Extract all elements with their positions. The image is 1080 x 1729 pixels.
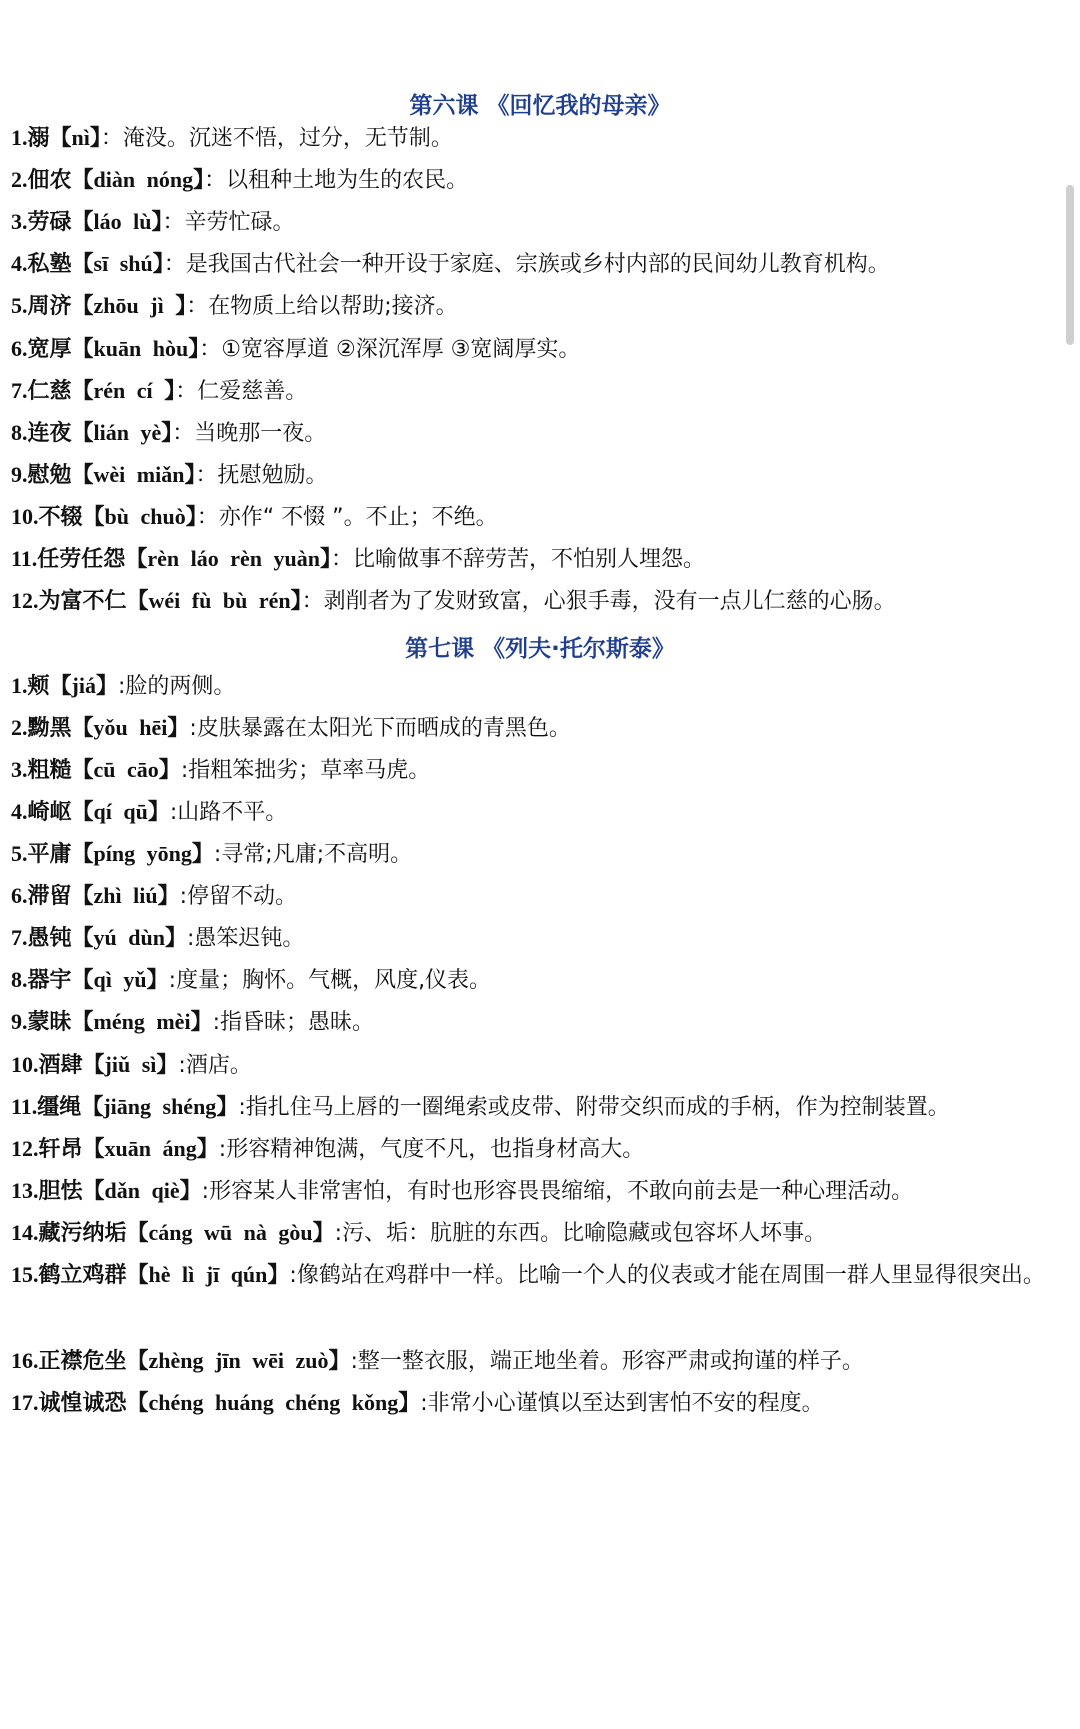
list-item bbox=[11, 1084, 1073, 1132]
entry-definition: ①宽容厚道 ②深沉浑厚 ③宽阔厚实。 bbox=[221, 337, 581, 362]
entry-word: 不辍 bbox=[38, 505, 83, 530]
entry-pinyin: qí qū bbox=[93, 799, 148, 824]
bracket-open: 【 bbox=[82, 505, 105, 530]
bracket-close: 】 bbox=[147, 800, 170, 825]
entry-separator: : bbox=[213, 842, 222, 867]
entry-word: 愚钝 bbox=[27, 926, 72, 951]
entry-number: 2. bbox=[11, 167, 28, 192]
list-item bbox=[11, 705, 1073, 753]
bracket-close: 】 bbox=[89, 126, 101, 151]
bracket-close: 】 bbox=[157, 884, 180, 909]
entry-definition: 指粗笨拙劣；草率马虎。 bbox=[188, 758, 431, 783]
entry-definition: 停留不动。 bbox=[187, 884, 298, 909]
entry-definition: 指扎住马上唇的一圈绳索或皮带、附带交织而成的手柄，作为控制装置。 bbox=[245, 1095, 950, 1120]
bracket-open: 【 bbox=[71, 252, 94, 277]
entry-definition: 愚笨迟钝。 bbox=[194, 926, 305, 951]
entry-separator: ： bbox=[196, 505, 219, 530]
list-item bbox=[11, 326, 1073, 374]
entry-separator: : bbox=[289, 1263, 297, 1288]
entry-separator: : bbox=[334, 1221, 343, 1246]
list-item bbox=[11, 115, 1073, 163]
list-item bbox=[11, 283, 1073, 331]
bracket-open: 【 bbox=[71, 294, 94, 319]
bracket-close: 】 bbox=[164, 926, 187, 951]
list-item bbox=[11, 1042, 1073, 1090]
bracket-close: 】 bbox=[193, 168, 205, 193]
entry-definition: 比喻做事不辞劳苦，不怕别人埋怨。 bbox=[352, 547, 705, 572]
entry-separator: ： bbox=[172, 421, 195, 446]
list-item bbox=[11, 368, 1073, 416]
list-item bbox=[11, 157, 1073, 205]
entry-word: 平庸 bbox=[27, 842, 72, 867]
entry-number: 9. bbox=[11, 462, 28, 487]
entry-definition: 非常小心谨慎以至达到害怕不安的程度。 bbox=[427, 1391, 824, 1416]
entry-separator: ： bbox=[195, 463, 218, 488]
list-item bbox=[11, 873, 1073, 921]
entry-word: 器宇 bbox=[27, 968, 72, 993]
entry-word: 颊 bbox=[27, 674, 50, 699]
entry-separator: ： bbox=[204, 168, 227, 193]
bracket-open: 【 bbox=[126, 1263, 149, 1288]
entry-number: 12. bbox=[11, 588, 39, 613]
bracket-close: 】 bbox=[216, 1095, 239, 1120]
entry-definition: 寻常;凡庸;不高明。 bbox=[221, 842, 413, 867]
bracket-close: 】 bbox=[188, 337, 200, 362]
bracket-close: 】 bbox=[196, 1137, 219, 1162]
list-item bbox=[11, 999, 1073, 1047]
entry-pinyin: yǒu hēi bbox=[93, 715, 168, 740]
entry-definition: 酒店。 bbox=[185, 1053, 252, 1078]
bracket-close: 】 bbox=[398, 1391, 421, 1416]
entry-separator: ： bbox=[163, 252, 186, 277]
entry-definition: 是我国古代社会一种开设于家庭、宗族或乡村内部的民间幼儿教育机构。 bbox=[185, 252, 890, 277]
entry-definition: 指昏昧；愚昧。 bbox=[220, 1010, 375, 1035]
entry-word: 溺 bbox=[27, 126, 50, 151]
entry-separator: : bbox=[118, 674, 126, 699]
bracket-open: 【 bbox=[125, 547, 148, 572]
entry-number: 6. bbox=[11, 883, 28, 908]
list-item bbox=[11, 1126, 1073, 1174]
entry-definition: 辛劳忙碌。 bbox=[184, 210, 295, 235]
entry-separator: : bbox=[218, 1137, 227, 1162]
bracket-close: 】 bbox=[167, 716, 190, 741]
bracket-close: 】 bbox=[190, 1010, 213, 1035]
bracket-open: 【 bbox=[71, 800, 94, 825]
bracket-open: 【 bbox=[49, 126, 72, 151]
entry-definition: 剥削者为了发财致富，心狠手毒，没有一点儿仁慈的心肠。 bbox=[323, 589, 896, 614]
list-item bbox=[11, 410, 1073, 458]
entry-word: 为富不仁 bbox=[38, 589, 127, 614]
bracket-close: 】 bbox=[184, 463, 196, 488]
entry-definition: 仁爱慈善。 bbox=[197, 379, 308, 404]
entry-pinyin: láo lù bbox=[93, 209, 152, 234]
entry-pinyin: cáng wū nà gòu bbox=[148, 1220, 313, 1245]
entry-separator: : bbox=[180, 758, 189, 783]
entry-number: 3. bbox=[11, 209, 28, 234]
bracket-close: 】 bbox=[156, 1053, 179, 1078]
entry-definition: 皮肤暴露在太阳光下而晒成的青黑色。 bbox=[196, 716, 571, 741]
list-item bbox=[11, 241, 1073, 289]
bracket-open: 【 bbox=[71, 968, 94, 993]
entry-definition: 亦作“ 不惙 ”。不止；不绝。 bbox=[218, 505, 498, 530]
entry-word: 胆怯 bbox=[38, 1179, 83, 1204]
entry-separator: : bbox=[169, 800, 178, 825]
list-item bbox=[11, 663, 1073, 711]
entry-definition: 整一整衣服，端正地坐着。形容严肃或拘谨的样子。 bbox=[357, 1349, 864, 1374]
entry-pinyin: dǎn qiè bbox=[104, 1178, 180, 1203]
entry-separator: : bbox=[350, 1349, 358, 1374]
entry-definition: 山路不平。 bbox=[177, 800, 288, 825]
entry-number: 7. bbox=[11, 378, 28, 403]
entry-word: 崎岖 bbox=[27, 800, 72, 825]
entry-separator: : bbox=[420, 1391, 428, 1416]
entry-number: 1. bbox=[11, 673, 28, 698]
entry-word: 滞留 bbox=[27, 884, 72, 909]
bracket-open: 【 bbox=[82, 1053, 105, 1078]
entry-word: 蒙昧 bbox=[27, 1010, 72, 1035]
entry-pinyin: jiāng shéng bbox=[103, 1094, 217, 1119]
entry-pinyin: wèi miǎn bbox=[93, 462, 185, 487]
bracket-open: 【 bbox=[71, 842, 94, 867]
list-item bbox=[11, 578, 1073, 626]
bracket-open: 【 bbox=[126, 1349, 149, 1374]
bracket-close: 】 bbox=[328, 1349, 351, 1374]
list-item bbox=[11, 831, 1073, 879]
entry-pinyin: rén cí bbox=[93, 378, 165, 403]
entry-separator: ： bbox=[100, 126, 123, 151]
bracket-open: 【 bbox=[71, 758, 94, 783]
list-item bbox=[11, 452, 1073, 500]
entry-separator: : bbox=[187, 926, 195, 951]
entry-number: 2. bbox=[11, 715, 28, 740]
entry-pinyin: zhì liú bbox=[93, 883, 158, 908]
list-item bbox=[11, 199, 1073, 247]
entry-word: 劳碌 bbox=[27, 210, 72, 235]
entry-pinyin: chéng huáng chéng kǒng bbox=[148, 1390, 399, 1415]
entry-pinyin: zhōu jì bbox=[93, 293, 176, 318]
bracket-open: 【 bbox=[71, 926, 94, 951]
bracket-close: 】 bbox=[151, 210, 163, 235]
entry-pinyin: rèn láo rèn yuàn bbox=[147, 546, 320, 571]
entry-word: 藏污纳垢 bbox=[38, 1221, 127, 1246]
entry-pinyin: sī shú bbox=[93, 251, 153, 276]
entry-separator: : bbox=[179, 884, 188, 909]
bracket-close: 】 bbox=[179, 1179, 202, 1204]
entry-number: 9. bbox=[11, 1009, 28, 1034]
bracket-open: 【 bbox=[126, 1391, 149, 1416]
bracket-close: 】 bbox=[158, 758, 181, 783]
entry-pinyin: diàn nóng bbox=[93, 167, 194, 192]
entry-number: 4. bbox=[11, 799, 28, 824]
bracket-open: 【 bbox=[82, 1137, 105, 1162]
bracket-open: 【 bbox=[71, 1010, 94, 1035]
section-title-lesson-6: 第六课 《回忆我的母亲》 bbox=[409, 93, 671, 119]
entry-pinyin: xuān áng bbox=[104, 1136, 197, 1161]
entry-separator: ： bbox=[330, 547, 353, 572]
entry-number: 8. bbox=[11, 967, 28, 992]
bracket-close: 】 bbox=[185, 505, 197, 530]
entry-definition: 形容精神饱满，气度不凡，也指身材高大。 bbox=[226, 1137, 645, 1162]
entry-separator: : bbox=[168, 968, 177, 993]
entry-word: 酒肆 bbox=[38, 1053, 83, 1078]
entry-number: 4. bbox=[11, 251, 28, 276]
list-item bbox=[11, 747, 1073, 795]
entry-word: 私塾 bbox=[27, 252, 72, 277]
entry-word: 仁慈 bbox=[27, 379, 72, 404]
bracket-open: 【 bbox=[71, 168, 94, 193]
bracket-open: 【 bbox=[71, 421, 94, 446]
entry-pinyin: méng mèi bbox=[93, 1009, 191, 1034]
list-item bbox=[11, 1380, 1073, 1428]
entry-definition: 当晚那一夜。 bbox=[194, 421, 327, 446]
entry-number: 12. bbox=[11, 1136, 39, 1161]
entry-separator: ： bbox=[162, 210, 185, 235]
bracket-open: 【 bbox=[71, 337, 94, 362]
entry-pinyin: wéi fù bù rén bbox=[148, 588, 291, 613]
entry-pinyin: lián yè bbox=[93, 420, 162, 445]
bracket-close: 】 bbox=[146, 968, 169, 993]
list-item bbox=[11, 494, 1073, 542]
entry-definition: 形容某人非常害怕，有时也形容畏畏缩缩，不敢向前去是一种心理活动。 bbox=[209, 1179, 914, 1204]
list-item bbox=[11, 1168, 1073, 1216]
entry-number: 15. bbox=[11, 1262, 39, 1287]
entry-number: 10. bbox=[11, 504, 39, 529]
list-item bbox=[11, 915, 1073, 963]
list-item bbox=[11, 1252, 1073, 1300]
entry-number: 11. bbox=[11, 546, 38, 571]
bracket-close: 】 bbox=[175, 294, 187, 319]
list-item bbox=[11, 1338, 1073, 1386]
bracket-open: 【 bbox=[71, 210, 94, 235]
list-item bbox=[11, 1210, 1073, 1258]
entry-number: 5. bbox=[11, 293, 28, 318]
bracket-open: 【 bbox=[82, 1179, 105, 1204]
entry-separator: ： bbox=[199, 337, 222, 362]
entry-pinyin: hè lì jī qún bbox=[148, 1262, 268, 1287]
bracket-open: 【 bbox=[71, 716, 94, 741]
entry-number: 8. bbox=[11, 420, 28, 445]
entry-number: 16. bbox=[11, 1348, 39, 1373]
entry-pinyin: zhèng jīn wēi zuò bbox=[148, 1348, 329, 1373]
entry-pinyin: nì bbox=[71, 125, 90, 150]
entry-number: 7. bbox=[11, 925, 28, 950]
entry-pinyin: yú dùn bbox=[93, 925, 165, 950]
entry-word: 鹤立鸡群 bbox=[38, 1263, 127, 1288]
entry-number: 11. bbox=[11, 1094, 38, 1119]
entry-definition: 度量；胸怀。气概，风度,仪表。 bbox=[176, 968, 492, 993]
entry-pinyin: bù chuò bbox=[104, 504, 186, 529]
bracket-close: 】 bbox=[290, 589, 302, 614]
entry-word: 宽厚 bbox=[27, 337, 72, 362]
entry-word: 缰绳 bbox=[37, 1095, 82, 1120]
bracket-open: 【 bbox=[49, 674, 72, 699]
entry-word: 粗糙 bbox=[27, 758, 72, 783]
entry-number: 6. bbox=[11, 336, 28, 361]
list-item bbox=[11, 789, 1073, 837]
list-item bbox=[11, 536, 1073, 584]
entry-separator: : bbox=[178, 1053, 186, 1078]
entry-definition: 脸的两侧。 bbox=[125, 674, 236, 699]
bracket-open: 【 bbox=[126, 589, 149, 614]
entry-word: 正襟危坐 bbox=[38, 1349, 127, 1374]
scrollbar[interactable] bbox=[1066, 185, 1074, 345]
bracket-close: 】 bbox=[191, 842, 214, 867]
entry-number: 13. bbox=[11, 1178, 39, 1203]
entry-pinyin: píng yōng bbox=[93, 841, 192, 866]
entry-separator: ： bbox=[175, 379, 198, 404]
entry-definition: 污、垢：肮脏的东西。比喻隐藏或包容坏人坏事。 bbox=[342, 1221, 827, 1246]
entry-pinyin: qì yǔ bbox=[93, 967, 147, 992]
entry-pinyin: kuān hòu bbox=[93, 336, 189, 361]
bracket-open: 【 bbox=[71, 884, 94, 909]
entry-word: 慰勉 bbox=[27, 463, 72, 488]
entry-word: 连夜 bbox=[27, 421, 72, 446]
entry-definition: 淹没。沉迷不悟，过分，无节制。 bbox=[122, 126, 453, 151]
entry-separator: : bbox=[238, 1095, 246, 1120]
entry-pinyin: jiá bbox=[71, 673, 96, 698]
bracket-close: 】 bbox=[152, 252, 164, 277]
entry-number: 1. bbox=[11, 125, 28, 150]
bracket-close: 】 bbox=[161, 421, 173, 446]
entry-word: 轩昂 bbox=[38, 1137, 83, 1162]
entry-number: 14. bbox=[11, 1220, 39, 1245]
entry-word: 佃农 bbox=[27, 168, 72, 193]
entry-separator: ： bbox=[186, 294, 209, 319]
bracket-open: 【 bbox=[71, 463, 94, 488]
bracket-close: 】 bbox=[312, 1221, 335, 1246]
entry-separator: : bbox=[201, 1179, 210, 1204]
entry-word: 任劳任怨 bbox=[37, 547, 126, 572]
entry-pinyin: jiǔ sì bbox=[104, 1052, 157, 1077]
bracket-close: 】 bbox=[95, 674, 118, 699]
entry-definition: 抚慰勉励。 bbox=[217, 463, 328, 488]
entry-number: 17. bbox=[11, 1390, 39, 1415]
bracket-open: 【 bbox=[126, 1221, 149, 1246]
entry-definition: 以租种土地为生的农民。 bbox=[226, 168, 469, 193]
entry-word: 诚惶诚恐 bbox=[38, 1391, 127, 1416]
list-item bbox=[11, 957, 1073, 1005]
bracket-close: 】 bbox=[319, 547, 331, 572]
entry-pinyin: cū cāo bbox=[93, 757, 159, 782]
entry-number: 5. bbox=[11, 841, 28, 866]
entry-separator: ： bbox=[301, 589, 324, 614]
entry-number: 3. bbox=[11, 757, 28, 782]
entry-word: 周济 bbox=[27, 294, 72, 319]
bracket-close: 】 bbox=[164, 379, 176, 404]
entry-number: 10. bbox=[11, 1052, 39, 1077]
bracket-open: 【 bbox=[81, 1095, 104, 1120]
entry-word: 黝黑 bbox=[27, 716, 72, 741]
entry-separator: : bbox=[189, 716, 197, 741]
entry-separator: : bbox=[212, 1010, 220, 1035]
section-title-lesson-7: 第七课 《列夫·托尔斯泰》 bbox=[405, 636, 675, 662]
entry-definition: 像鹤站在鸡群中一样。比喻一个人的仪表或才能在周围一群人里显得很突出。 bbox=[296, 1263, 1045, 1288]
bracket-open: 【 bbox=[71, 379, 94, 404]
bracket-close: 】 bbox=[267, 1263, 290, 1288]
entry-definition: 在物质上给以帮助;接济。 bbox=[208, 294, 458, 319]
